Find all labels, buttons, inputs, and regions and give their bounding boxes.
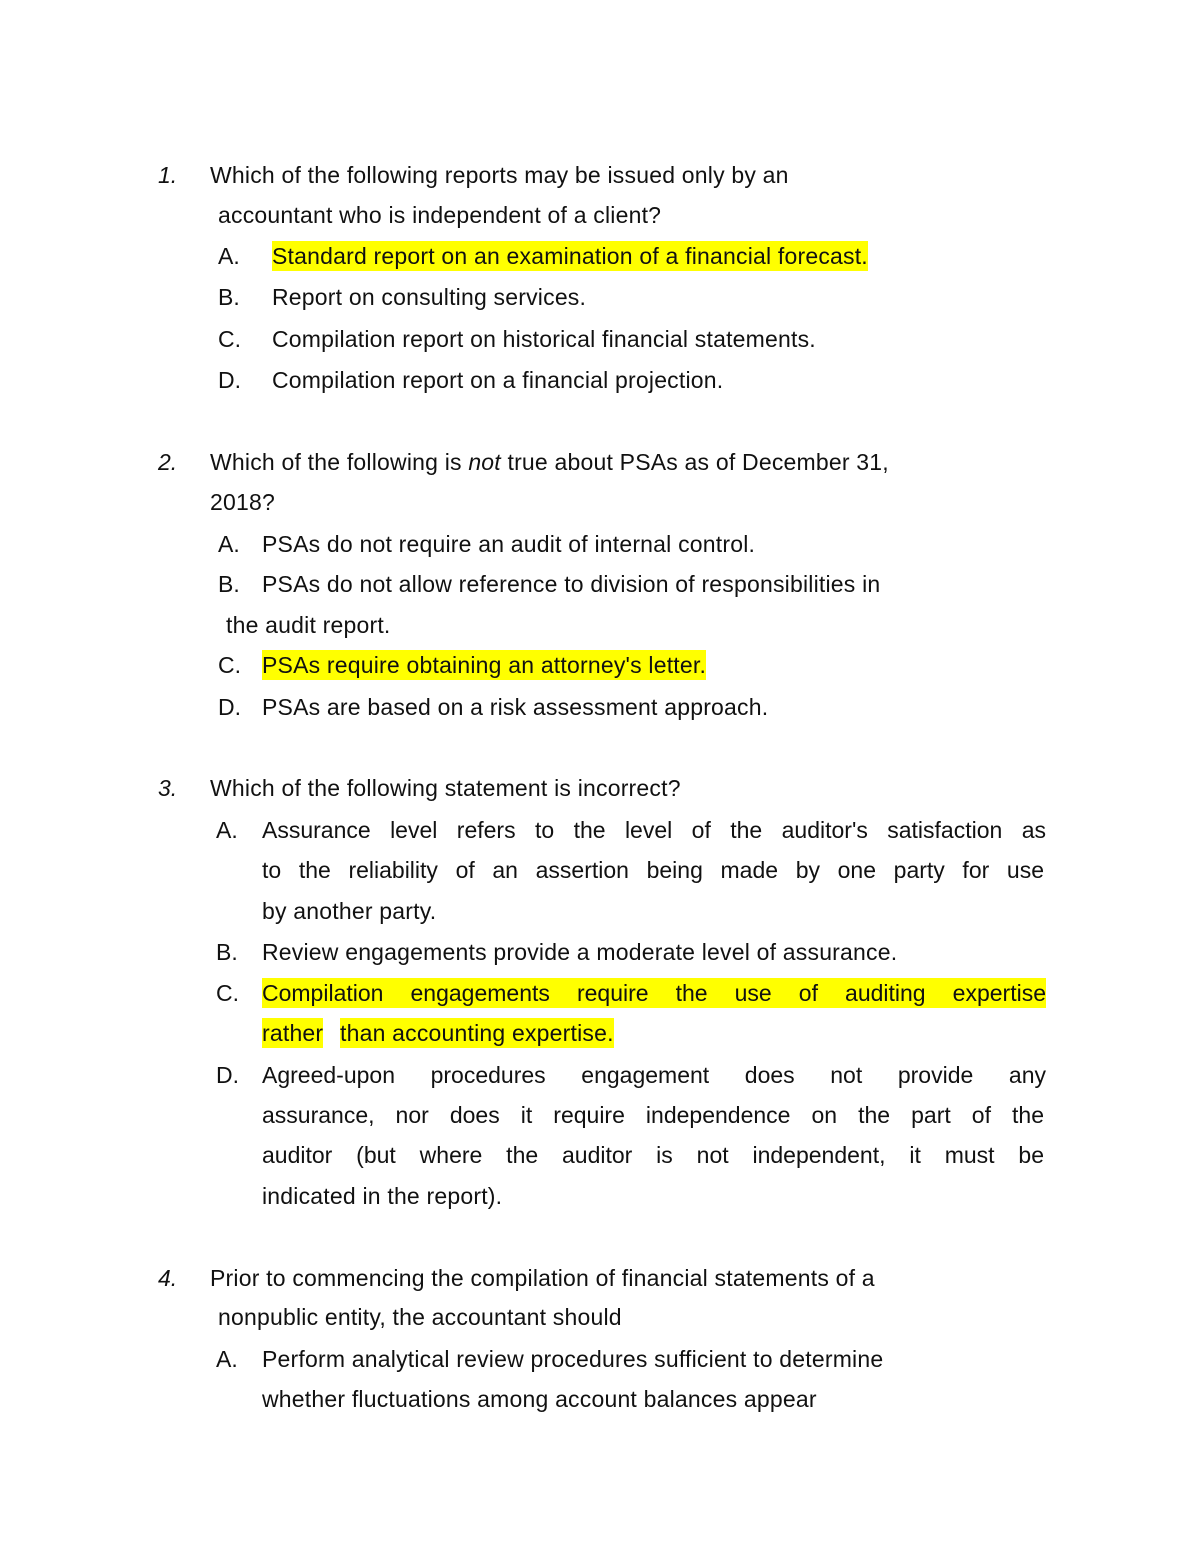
option-text: auditor (but where the auditor is not independent, it must be <box>262 1142 1044 1168</box>
option-text: PSAs do not require an audit of internal control. <box>262 531 756 557</box>
option-text: PSAs are based on a risk assessment approach. <box>262 694 769 720</box>
stem-before: Which of the following is <box>210 449 469 475</box>
option-text: Compilation report on historical financial statements. <box>272 326 816 352</box>
option-text-highlighted: rather <box>262 1020 324 1046</box>
question-number: 3. <box>158 775 178 801</box>
option-text-highlighted: PSAs require obtaining an attorney's letter. <box>262 652 707 678</box>
option-letter: C. <box>218 326 241 352</box>
option-text: by another party. <box>262 898 437 924</box>
option-text: Report on consulting services. <box>272 284 587 310</box>
question-stem-line: Which of the following statement is incorrect? <box>210 775 681 801</box>
option-letter: D. <box>216 1062 239 1088</box>
option-text-highlighted: Compilation engagements require the use of auditing expertise <box>262 980 1046 1006</box>
option-letter: D. <box>218 367 241 393</box>
option-text: Agreed-upon procedures engagement does not provide any <box>262 1062 1046 1088</box>
option-text: the audit report. <box>226 612 391 638</box>
option-letter: A. <box>216 817 238 843</box>
option-text: whether fluctuations among account balances appear <box>262 1386 817 1412</box>
option-text-highlighted: Standard report on an examination of a financial forecast. <box>272 243 868 269</box>
question-number: 2. <box>158 449 178 475</box>
question-stem-line: accountant who is independent of a client? <box>218 202 662 228</box>
stem-after: true about PSAs as of December 31, <box>500 449 889 475</box>
option-text: Assurance level refers to the level of the auditor's satisfaction as <box>262 817 1046 843</box>
stem-emphasis: not <box>468 449 501 475</box>
option-letter: B. <box>218 571 240 597</box>
question-stem-line: Prior to commencing the compilation of financial statements of a <box>210 1265 875 1291</box>
question-stem-line: nonpublic entity, the accountant should <box>218 1304 622 1330</box>
question-stem-line: 2018? <box>210 489 275 515</box>
question-number: 1. <box>158 162 178 188</box>
option-text: Compilation report on a financial projection. <box>272 367 724 393</box>
option-letter: A. <box>218 243 240 269</box>
option-text: indicated in the report). <box>262 1183 503 1209</box>
option-text: assurance, nor does it require independence on the part of the <box>262 1102 1044 1128</box>
question-stem-line <box>210 447 889 477</box>
question-number: 4. <box>158 1265 178 1291</box>
option-letter: A. <box>218 531 240 557</box>
option-letter: C. <box>218 652 241 678</box>
option-letter: A. <box>216 1346 238 1372</box>
option-text: to the reliability of an assertion being made by one party for use <box>262 857 1044 883</box>
option-text: Perform analytical review procedures sufficient to determine <box>262 1346 884 1372</box>
question-stem-line: Which of the following reports may be issued only by an <box>210 162 789 188</box>
option-text: Review engagements provide a moderate level of assurance. <box>262 939 898 965</box>
option-letter: C. <box>216 980 239 1006</box>
option-letter: D. <box>218 694 241 720</box>
option-letter: B. <box>216 939 238 965</box>
option-letter: B. <box>218 284 240 310</box>
option-text: PSAs do not allow reference to division of responsibilities in <box>262 571 881 597</box>
option-text-highlighted: than accounting expertise. <box>340 1020 614 1046</box>
